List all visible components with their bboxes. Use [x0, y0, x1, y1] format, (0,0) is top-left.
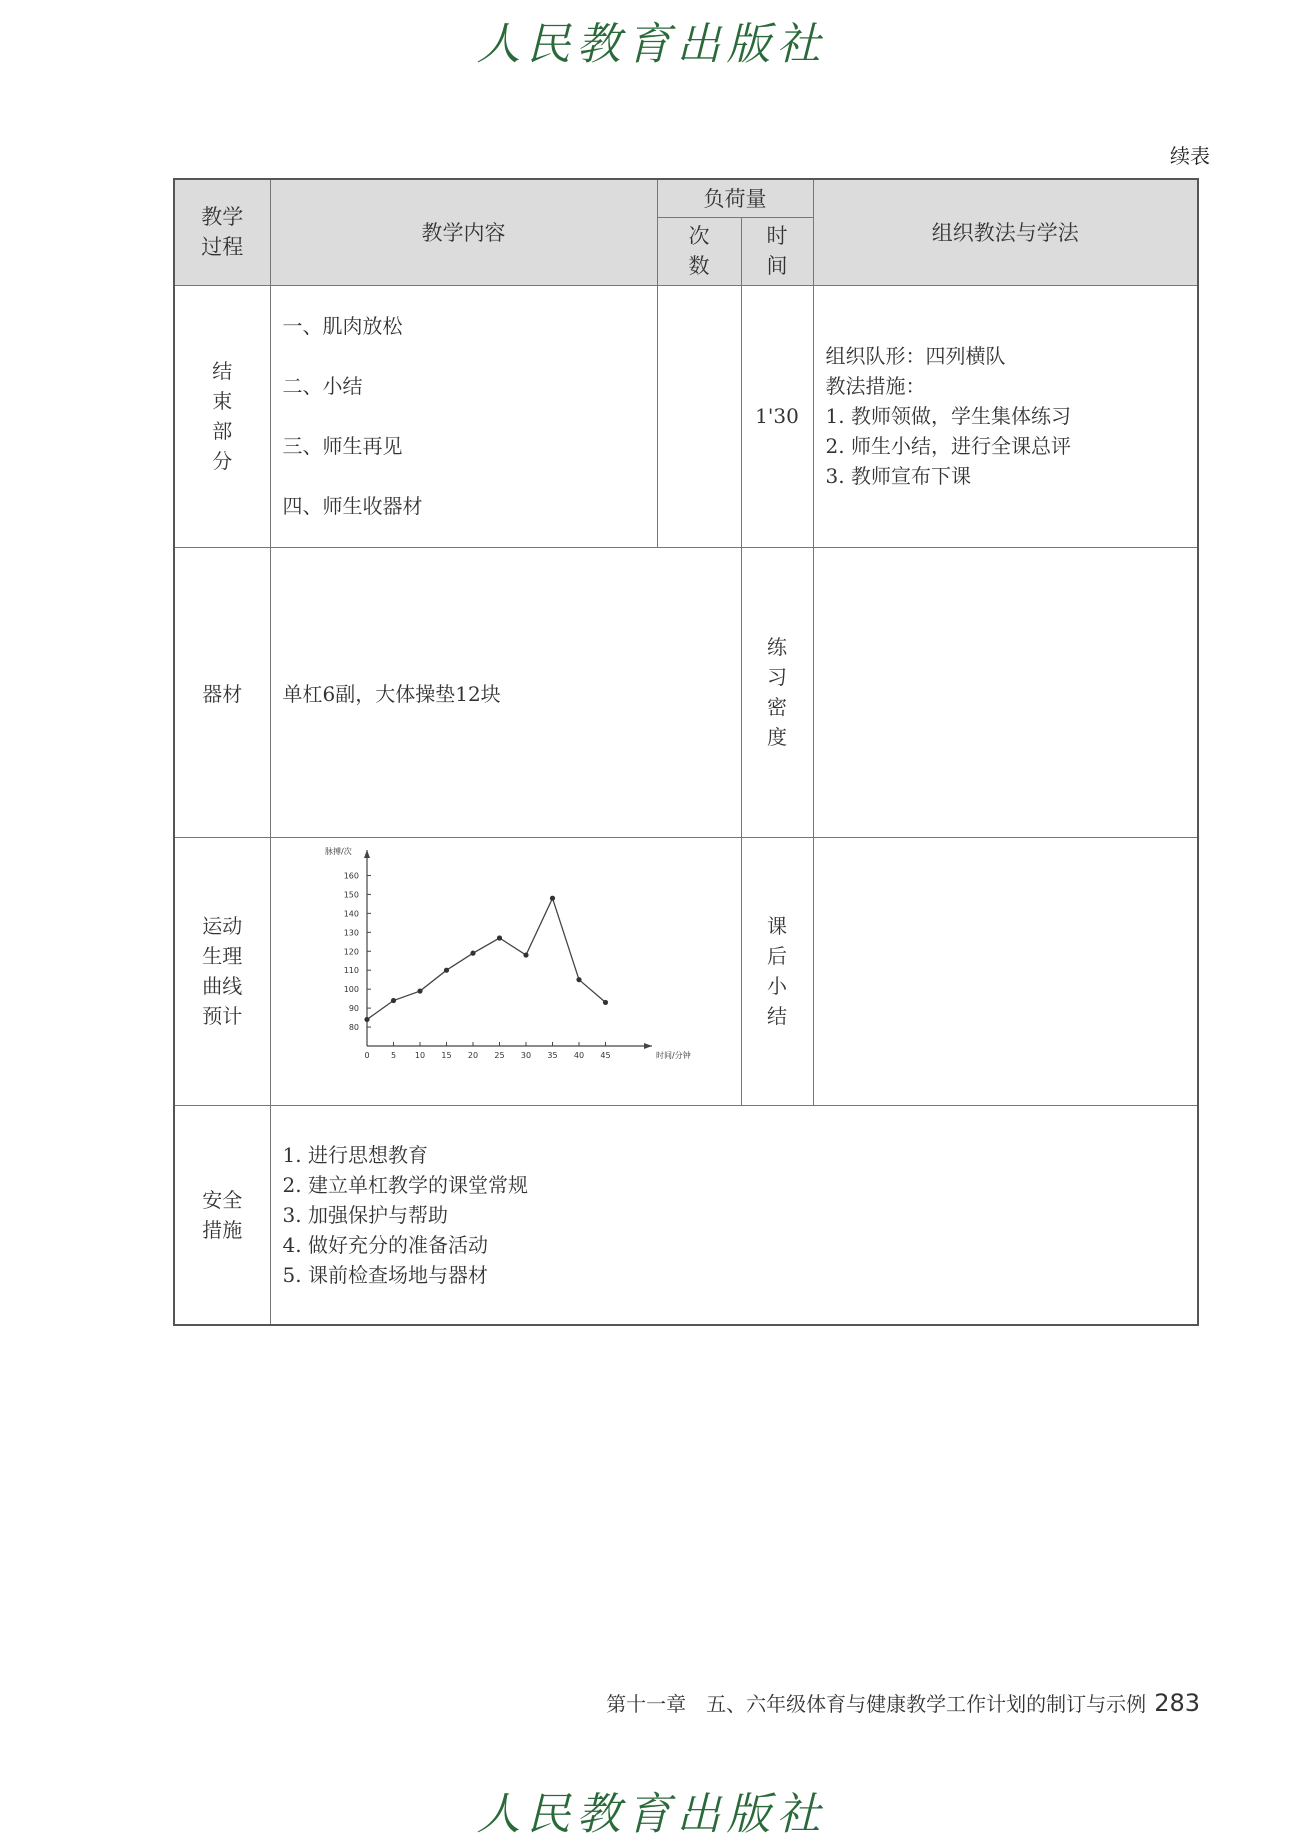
- y-axis-label: 脉搏/次: [324, 846, 352, 856]
- header-row-1: [174, 179, 1198, 217]
- y-tick-label: 120: [343, 946, 359, 956]
- ending-item-3: 三、师生再见: [282, 434, 403, 458]
- physiology-label-cell: [174, 837, 270, 1105]
- ending-time: 1'30: [741, 285, 813, 547]
- x-tick-label: 25: [493, 1050, 505, 1060]
- safety-row: [174, 1105, 1198, 1325]
- y-tick-label: 130: [343, 927, 359, 937]
- ending-row: [174, 285, 1198, 547]
- x-tick-label: 10: [414, 1050, 425, 1060]
- safety-item-3: 3. 加强保护与帮助: [282, 1202, 448, 1227]
- y-tick-label: 140: [343, 908, 359, 918]
- header-process: [174, 179, 270, 285]
- x-tick-label: 40: [573, 1050, 584, 1060]
- header-method: 组织教法与学法: [813, 179, 1198, 285]
- x-tick-label: 30: [520, 1050, 531, 1060]
- x-axis-arrow: [644, 1043, 652, 1049]
- ending-method-1: 组织队形：四列横队: [825, 344, 1006, 368]
- equipment-row: [174, 547, 1198, 837]
- ending-label-cell: [174, 285, 270, 547]
- header-time: [741, 217, 813, 285]
- ending-method-5: 3. 教师宣布下课: [825, 464, 971, 488]
- x-axis-label: 时间/分钟: [655, 1050, 691, 1060]
- ending-content-cell: [270, 285, 657, 547]
- ending-label: 结束部分: [212, 359, 233, 473]
- ending-item-1: 一、肌肉放松: [282, 314, 403, 338]
- summary-label-cell: [741, 837, 813, 1105]
- pulse-line-chart: [271, 838, 742, 1100]
- ending-method-4: 2. 师生小结，进行全课总评: [825, 434, 1071, 458]
- pulse-data-point: [470, 950, 475, 955]
- x-tick-label: 5: [390, 1050, 396, 1060]
- ending-method-cell: [813, 285, 1198, 547]
- pulse-data-point: [364, 1016, 369, 1021]
- physiology-row: [174, 837, 1198, 1105]
- y-tick-label: 110: [343, 965, 359, 975]
- density-label: 练习密度: [767, 635, 787, 749]
- lesson-plan-table: [173, 178, 1199, 1326]
- physiology-label: 运动生理曲线预计: [202, 914, 243, 1028]
- safety-label-cell: [174, 1105, 270, 1325]
- pulse-data-point: [390, 997, 395, 1002]
- x-tick-label: 0: [363, 1050, 370, 1060]
- safety-label: 安全措施: [202, 1187, 243, 1242]
- y-tick-label: 80: [348, 1022, 359, 1032]
- header-load: 负荷量: [657, 179, 813, 217]
- physiology-chart-cell: [270, 837, 741, 1105]
- ending-item-2: 二、小结: [282, 374, 363, 398]
- pulse-data-point: [602, 999, 607, 1004]
- pulse-data-point: [523, 952, 528, 957]
- header-time-text: 时间: [766, 224, 788, 278]
- header-process-text: 教学过程: [201, 205, 244, 260]
- safety-item-5: 5. 课前检查场地与器材: [282, 1262, 488, 1287]
- x-tick-label: 35: [546, 1050, 558, 1060]
- header-count-text: 次数: [688, 224, 710, 278]
- header-content: 教学内容: [270, 179, 657, 285]
- publisher-logo-top: 人民教育出版社: [476, 19, 827, 70]
- pulse-data-point: [443, 967, 448, 972]
- density-value: [813, 547, 1198, 837]
- summary-value: [813, 837, 1198, 1105]
- pulse-data-point: [496, 935, 501, 940]
- x-tick-label: 15: [440, 1050, 452, 1060]
- safety-item-2: 2. 建立单杠教学的课堂常规: [282, 1172, 528, 1197]
- density-label-cell: [741, 547, 813, 837]
- equipment-content: 单杠6副，大体操垫12块: [270, 547, 741, 837]
- pulse-series-line: [367, 898, 606, 1019]
- pulse-data-point: [576, 977, 581, 982]
- y-tick-label: 90: [348, 1003, 359, 1013]
- equipment-label: 器材: [174, 547, 270, 837]
- safety-item-4: 4. 做好充分的准备活动: [282, 1232, 488, 1257]
- y-tick-label: 150: [343, 889, 359, 899]
- page-number: 283: [1154, 1689, 1200, 1717]
- safety-content-cell: [270, 1105, 1198, 1325]
- y-axis-arrow: [364, 850, 370, 858]
- header-count: [657, 217, 741, 285]
- footer-chapter: 第十一章 五、六年级体育与健康教学工作计划的制订与示例: [606, 1692, 1147, 1716]
- x-tick-label: 20: [467, 1050, 478, 1060]
- ending-item-4: 四、师生收器材: [282, 494, 423, 518]
- page-footer: [420, 1688, 1200, 1717]
- ending-count: [657, 285, 741, 547]
- summary-label: 课后小结: [767, 914, 787, 1028]
- y-tick-label: 160: [343, 870, 359, 880]
- y-tick-label: 100: [343, 984, 359, 994]
- ending-method-2: 教法措施：: [825, 374, 926, 398]
- pulse-data-point: [417, 988, 422, 993]
- ending-method-3: 1. 教师领做，学生集体练习: [825, 404, 1071, 428]
- x-tick-label: 45: [599, 1050, 611, 1060]
- pulse-data-point: [549, 895, 554, 900]
- continued-label: 续表: [1170, 144, 1210, 168]
- publisher-logo-bottom: 人民教育出版社: [476, 1789, 827, 1840]
- safety-item-1: 1. 进行思想教育: [282, 1142, 428, 1167]
